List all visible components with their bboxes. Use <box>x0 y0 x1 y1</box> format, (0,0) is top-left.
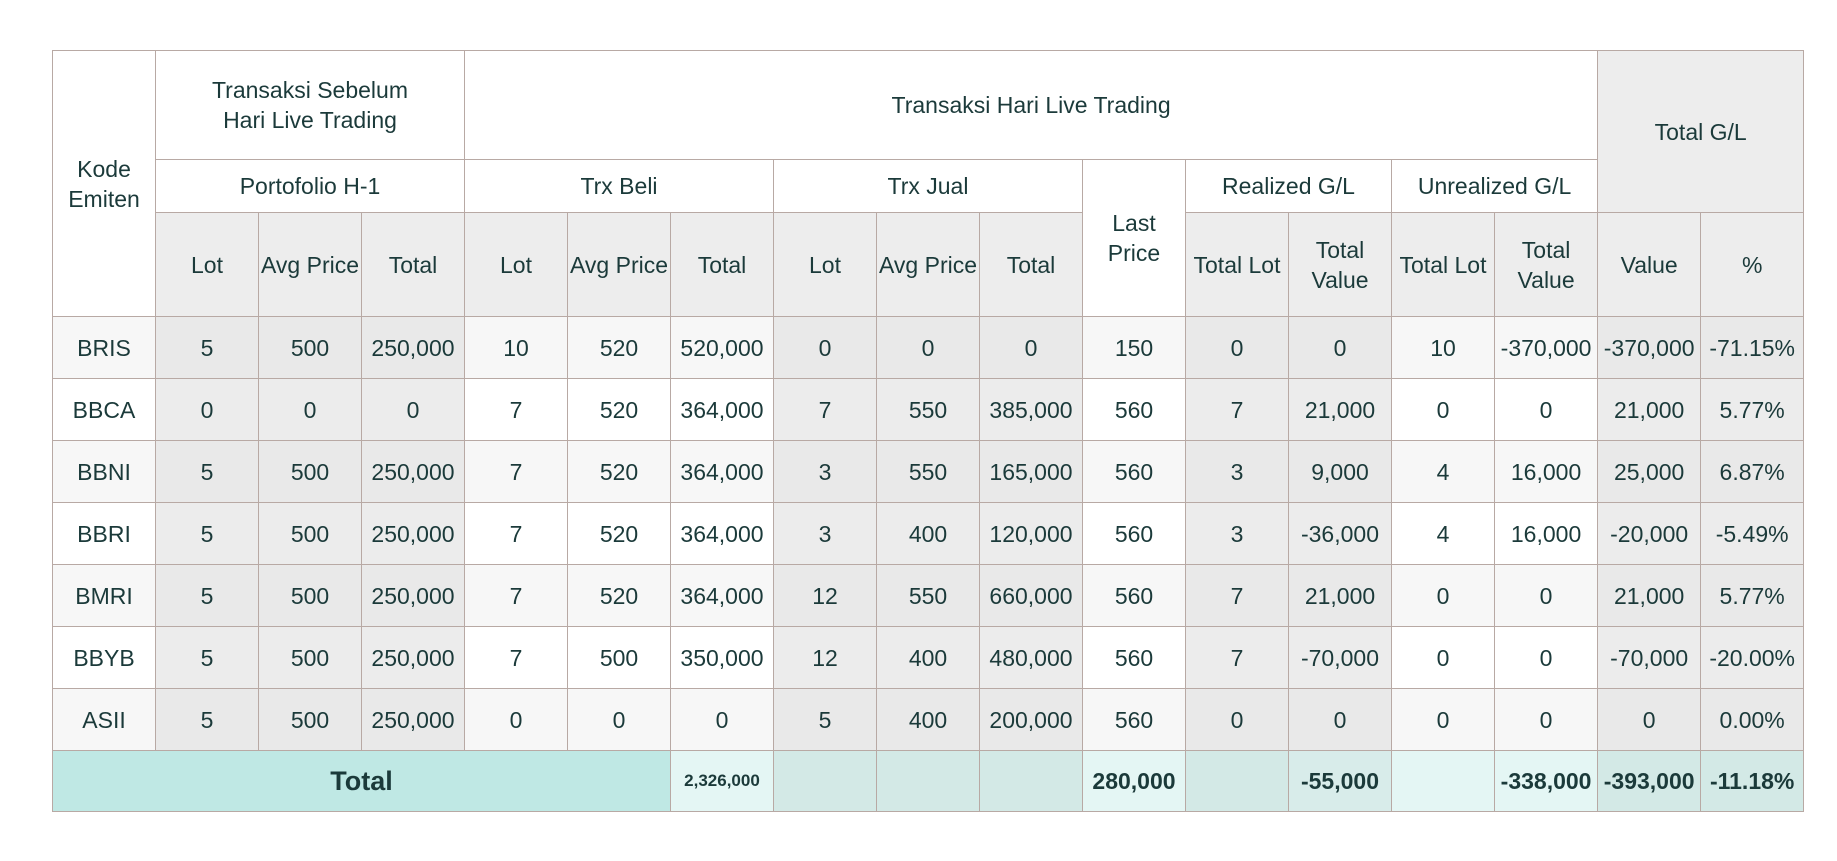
cell-b-avg: 520 <box>568 565 671 627</box>
cell-j-lot: 7 <box>774 379 877 441</box>
cell-p-lot: 5 <box>156 627 259 689</box>
cell-b-lot: 7 <box>465 565 568 627</box>
cell-last-price: 560 <box>1083 689 1186 751</box>
cell-p-total: 250,000 <box>362 565 465 627</box>
cell-gl-value: 21,000 <box>1598 565 1701 627</box>
table-footer <box>53 751 1804 812</box>
cell-b-avg: 500 <box>568 627 671 689</box>
cell-p-total: 250,000 <box>362 441 465 503</box>
cell-b-total: 0 <box>671 689 774 751</box>
cell-j-total: 385,000 <box>980 379 1083 441</box>
cell-b-avg: 520 <box>568 379 671 441</box>
total-last-price: 280,000 <box>1083 751 1186 812</box>
cell-j-lot: 12 <box>774 565 877 627</box>
cell-r-value: 0 <box>1289 689 1392 751</box>
header-jual-avg-price: Avg Price <box>877 213 980 317</box>
cell-r-lot: 7 <box>1186 379 1289 441</box>
table-header <box>53 51 1804 317</box>
cell-gl-value: -370,000 <box>1598 317 1701 379</box>
header-unrealized-total-lot: Total Lot <box>1392 213 1495 317</box>
cell-b-total: 364,000 <box>671 503 774 565</box>
cell-p-total: 250,000 <box>362 627 465 689</box>
cell-j-avg: 400 <box>877 503 980 565</box>
cell-b-lot: 7 <box>465 379 568 441</box>
cell-last-price: 560 <box>1083 565 1186 627</box>
cell-r-lot: 7 <box>1186 627 1289 689</box>
cell-u-lot: 0 <box>1392 627 1495 689</box>
total-empty-cell <box>774 751 877 812</box>
cell-j-total: 0 <box>980 317 1083 379</box>
cell-gl-value: 25,000 <box>1598 441 1701 503</box>
cell-u-value: 16,000 <box>1495 503 1598 565</box>
cell-p-lot: 0 <box>156 379 259 441</box>
cell-p-total: 0 <box>362 379 465 441</box>
header-trx-jual: Trx Jual <box>774 160 1083 213</box>
cell-b-lot: 7 <box>465 441 568 503</box>
cell-p-avg: 0 <box>259 379 362 441</box>
cell-gl-value: 0 <box>1598 689 1701 751</box>
cell-p-total: 250,000 <box>362 317 465 379</box>
cell-last-price: 560 <box>1083 379 1186 441</box>
total-beli-total: 2,326,000 <box>671 751 774 812</box>
total-empty-cell <box>980 751 1083 812</box>
header-transaksi-hari-live: Transaksi Hari Live Trading <box>465 51 1598 160</box>
cell-u-lot: 0 <box>1392 379 1495 441</box>
total-unrealized-value: -338,000 <box>1495 751 1598 812</box>
cell-j-avg: 550 <box>877 441 980 503</box>
cell-u-value: 0 <box>1495 689 1598 751</box>
cell-j-avg: 550 <box>877 379 980 441</box>
total-realized-value: -55,000 <box>1289 751 1392 812</box>
cell-u-value: -370,000 <box>1495 317 1598 379</box>
table-row <box>53 379 1804 441</box>
cell-b-lot: 0 <box>465 689 568 751</box>
cell-p-lot: 5 <box>156 503 259 565</box>
cell-gl-percent: 5.77% <box>1701 379 1804 441</box>
cell-u-lot: 4 <box>1392 441 1495 503</box>
cell-p-avg: 500 <box>259 565 362 627</box>
cell-r-value: 9,000 <box>1289 441 1392 503</box>
cell-r-lot: 7 <box>1186 565 1289 627</box>
cell-b-avg: 0 <box>568 689 671 751</box>
cell-j-lot: 3 <box>774 503 877 565</box>
cell-u-value: 0 <box>1495 627 1598 689</box>
header-transaksi-sebelum: Transaksi Sebelum Hari Live Trading <box>156 51 465 160</box>
total-empty-cell <box>877 751 980 812</box>
cell-b-lot: 7 <box>465 627 568 689</box>
cell-b-total: 364,000 <box>671 379 774 441</box>
cell-last-price: 560 <box>1083 627 1186 689</box>
cell-b-total: 364,000 <box>671 565 774 627</box>
cell-r-lot: 0 <box>1186 317 1289 379</box>
cell-j-total: 480,000 <box>980 627 1083 689</box>
header-beli-total: Total <box>671 213 774 317</box>
header-unrealized-total-value: Total Value <box>1495 213 1598 317</box>
cell-p-avg: 500 <box>259 317 362 379</box>
header-portofolio-avg-price: Avg Price <box>259 213 362 317</box>
cell-p-lot: 5 <box>156 441 259 503</box>
cell-u-value: 16,000 <box>1495 441 1598 503</box>
cell-u-lot: 0 <box>1392 565 1495 627</box>
cell-gl-percent: 0.00% <box>1701 689 1804 751</box>
header-portofolio-h1: Portofolio H-1 <box>156 160 465 213</box>
total-empty-cell <box>1392 751 1495 812</box>
table-body <box>53 317 1804 751</box>
table-row <box>53 689 1804 751</box>
cell-u-value: 0 <box>1495 565 1598 627</box>
cell-p-avg: 500 <box>259 503 362 565</box>
table-row <box>53 503 1804 565</box>
cell-j-lot: 3 <box>774 441 877 503</box>
table-row <box>53 627 1804 689</box>
cell-r-value: 0 <box>1289 317 1392 379</box>
header-kode-emiten: Kode Emiten <box>53 51 156 317</box>
cell-b-avg: 520 <box>568 441 671 503</box>
cell-j-total: 120,000 <box>980 503 1083 565</box>
cell-r-value: 21,000 <box>1289 379 1392 441</box>
total-empty-cell <box>1186 751 1289 812</box>
cell-p-avg: 500 <box>259 441 362 503</box>
header-portofolio-lot: Lot <box>156 213 259 317</box>
cell-u-lot: 10 <box>1392 317 1495 379</box>
cell-gl-percent: -5.49% <box>1701 503 1804 565</box>
header-last-price: Last Price <box>1083 160 1186 317</box>
cell-p-avg: 500 <box>259 689 362 751</box>
cell-r-lot: 3 <box>1186 441 1289 503</box>
total-label: Total <box>53 751 671 812</box>
cell-j-total: 200,000 <box>980 689 1083 751</box>
table-row <box>53 565 1804 627</box>
cell-gl-percent: -71.15% <box>1701 317 1804 379</box>
cell-gl-value: 21,000 <box>1598 379 1701 441</box>
cell-kode: BBCA <box>53 379 156 441</box>
total-gl-percent: -11.18% <box>1701 751 1804 812</box>
cell-p-avg: 500 <box>259 627 362 689</box>
cell-j-total: 660,000 <box>980 565 1083 627</box>
cell-b-lot: 10 <box>465 317 568 379</box>
cell-gl-value: -70,000 <box>1598 627 1701 689</box>
cell-kode: BBNI <box>53 441 156 503</box>
header-realized-gl: Realized G/L <box>1186 160 1392 213</box>
header-portofolio-total: Total <box>362 213 465 317</box>
cell-r-lot: 0 <box>1186 689 1289 751</box>
cell-u-lot: 0 <box>1392 689 1495 751</box>
cell-gl-percent: 5.77% <box>1701 565 1804 627</box>
header-jual-total: Total <box>980 213 1083 317</box>
cell-last-price: 150 <box>1083 317 1186 379</box>
cell-b-total: 364,000 <box>671 441 774 503</box>
cell-j-lot: 0 <box>774 317 877 379</box>
cell-j-avg: 0 <box>877 317 980 379</box>
cell-j-lot: 12 <box>774 627 877 689</box>
cell-p-lot: 5 <box>156 565 259 627</box>
portfolio-gl-table <box>52 50 1804 812</box>
cell-u-lot: 4 <box>1392 503 1495 565</box>
cell-p-lot: 5 <box>156 317 259 379</box>
cell-j-avg: 550 <box>877 565 980 627</box>
header-beli-lot: Lot <box>465 213 568 317</box>
header-jual-lot: Lot <box>774 213 877 317</box>
cell-b-lot: 7 <box>465 503 568 565</box>
header-total-gl: Total G/L <box>1598 51 1804 213</box>
header-gl-value: Value <box>1598 213 1701 317</box>
cell-u-value: 0 <box>1495 379 1598 441</box>
cell-r-lot: 3 <box>1186 503 1289 565</box>
cell-kode: BBYB <box>53 627 156 689</box>
cell-p-lot: 5 <box>156 689 259 751</box>
header-unrealized-gl: Unrealized G/L <box>1392 160 1598 213</box>
cell-j-avg: 400 <box>877 689 980 751</box>
cell-gl-percent: 6.87% <box>1701 441 1804 503</box>
cell-last-price: 560 <box>1083 503 1186 565</box>
cell-r-value: -70,000 <box>1289 627 1392 689</box>
cell-p-total: 250,000 <box>362 689 465 751</box>
cell-r-value: 21,000 <box>1289 565 1392 627</box>
header-trx-beli: Trx Beli <box>465 160 774 213</box>
cell-b-avg: 520 <box>568 317 671 379</box>
cell-kode: BBRI <box>53 503 156 565</box>
cell-j-lot: 5 <box>774 689 877 751</box>
total-gl-value: -393,000 <box>1598 751 1701 812</box>
table-row <box>53 441 1804 503</box>
cell-gl-value: -20,000 <box>1598 503 1701 565</box>
cell-kode: BRIS <box>53 317 156 379</box>
cell-j-total: 165,000 <box>980 441 1083 503</box>
cell-gl-percent: -20.00% <box>1701 627 1804 689</box>
cell-kode: ASII <box>53 689 156 751</box>
header-realized-total-value: Total Value <box>1289 213 1392 317</box>
cell-p-total: 250,000 <box>362 503 465 565</box>
cell-r-value: -36,000 <box>1289 503 1392 565</box>
total-row <box>53 751 1804 812</box>
header-realized-total-lot: Total Lot <box>1186 213 1289 317</box>
header-beli-avg-price: Avg Price <box>568 213 671 317</box>
cell-kode: BMRI <box>53 565 156 627</box>
cell-b-total: 520,000 <box>671 317 774 379</box>
cell-last-price: 560 <box>1083 441 1186 503</box>
cell-b-total: 350,000 <box>671 627 774 689</box>
table-row <box>53 317 1804 379</box>
header-gl-percent: % <box>1701 213 1804 317</box>
cell-b-avg: 520 <box>568 503 671 565</box>
cell-j-avg: 400 <box>877 627 980 689</box>
